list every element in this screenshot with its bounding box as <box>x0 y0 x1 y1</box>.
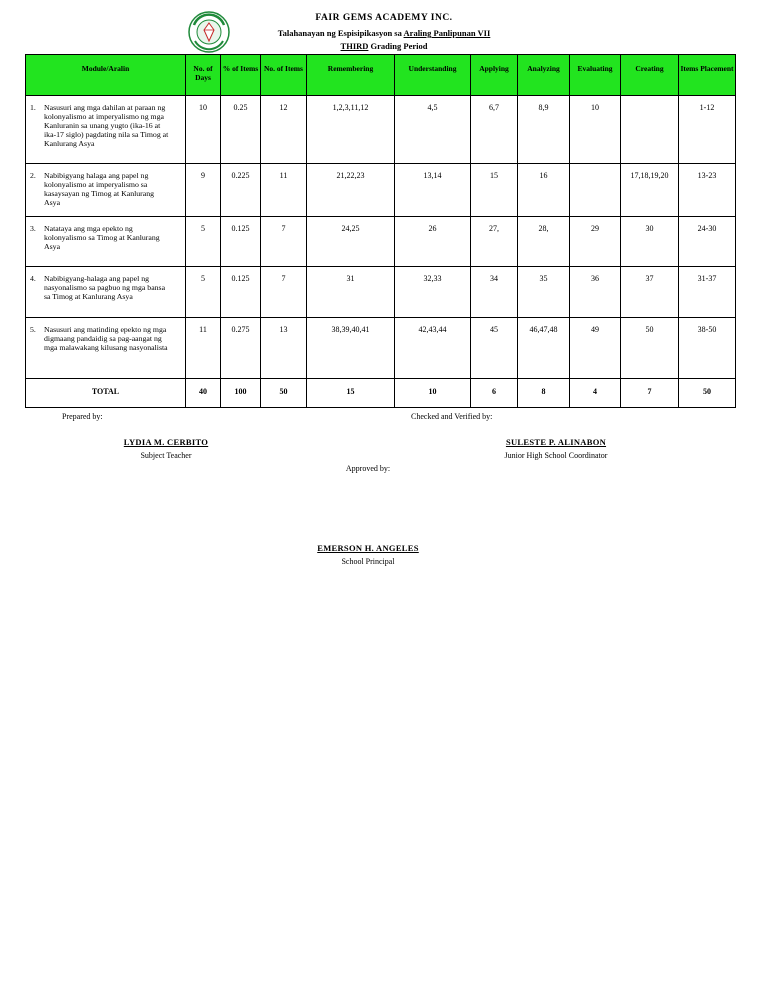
understanding-cell: 13,14 <box>395 164 471 217</box>
remembering-cell: 24,25 <box>307 217 395 267</box>
subject-name: Araling Panlipunan VII <box>403 28 491 38</box>
pct-cell: 0.225 <box>221 164 261 217</box>
total-creating: 7 <box>621 379 679 408</box>
table-row <box>26 96 736 164</box>
header-placement: Items Placement <box>679 55 736 96</box>
evaluating-cell: 36 <box>570 267 621 318</box>
total-label: TOTAL <box>26 379 186 408</box>
table-header-row <box>26 55 736 96</box>
table-row <box>26 267 736 318</box>
creating-cell: 50 <box>621 318 679 379</box>
applying-cell: 45 <box>471 318 518 379</box>
evaluating-cell: 49 <box>570 318 621 379</box>
remembering-cell: 21,22,23 <box>307 164 395 217</box>
pct-cell: 0.275 <box>221 318 261 379</box>
analyzing-cell: 16 <box>518 164 570 217</box>
items-cell: 7 <box>261 267 307 318</box>
analyzing-cell: 28, <box>518 217 570 267</box>
placement-cell: 31-37 <box>679 267 736 318</box>
total-items: 50 <box>261 379 307 408</box>
competency-text: Nasusuri ang mga dahilan at paraan ng kolonyalismo at imperyalismo ng mga Kanluranin sa unang yugto (ika-16 at ika-17 siglo) pagdating nila sa Timog at Kanlurang Asya <box>44 103 169 148</box>
competency-text: Natataya ang mga epekto ng kolonyalismo sa Timog at Kanlurang Asya <box>44 224 160 251</box>
approved-by-label: Approved by: <box>345 464 391 473</box>
placement-cell: 13-23 <box>679 164 736 217</box>
applying-cell: 34 <box>471 267 518 318</box>
items-cell: 11 <box>261 164 307 217</box>
creating-cell: 30 <box>621 217 679 267</box>
period-suffix: Grading Period <box>368 41 428 51</box>
preparer-name: LYDIA M. CERBITO <box>123 437 209 447</box>
header-num-items: No. of Items <box>261 55 307 96</box>
document-title <box>0 28 768 38</box>
competency-cell <box>26 217 186 267</box>
checker-name: SULESTE P. ALINABON <box>505 437 607 447</box>
creating-cell <box>621 96 679 164</box>
placement-cell: 24-30 <box>679 217 736 267</box>
total-analyzing: 8 <box>518 379 570 408</box>
header-analyzing: Analyzing <box>518 55 570 96</box>
competency-text: Nabibigyang-halaga ang papel ng nasyonalismo sa pagbuo ng mga bansa sa Timog at Kanlurang Asya <box>44 274 166 301</box>
title-prefix: Talahanayan ng Espisipikasyon sa <box>277 28 404 38</box>
school-name: FAIR GEMS ACADEMY INC. <box>315 13 453 23</box>
analyzing-cell: 8,9 <box>518 96 570 164</box>
total-row <box>26 379 736 408</box>
applying-cell: 15 <box>471 164 518 217</box>
placement-cell: 1-12 <box>679 96 736 164</box>
checked-by-label: Checked and Verified by: <box>411 412 493 421</box>
competency-cell <box>26 164 186 217</box>
approver-name: EMERSON H. ANGELES <box>317 543 419 553</box>
understanding-cell: 32,33 <box>395 267 471 318</box>
understanding-cell: 26 <box>395 217 471 267</box>
applying-cell: 6,7 <box>471 96 518 164</box>
header-evaluating: Evaluating <box>570 55 621 96</box>
header-understanding: Understanding <box>395 55 471 96</box>
total-placement: 50 <box>679 379 736 408</box>
pct-cell: 0.25 <box>221 96 261 164</box>
row-number: 5. <box>30 325 36 334</box>
competency-cell <box>26 267 186 318</box>
days-cell: 9 <box>186 164 221 217</box>
analyzing-cell: 46,47,48 <box>518 318 570 379</box>
specification-table <box>25 54 736 408</box>
header-applying: Applying <box>471 55 518 96</box>
evaluating-cell: 29 <box>570 217 621 267</box>
remembering-cell: 1,2,3,11,12 <box>307 96 395 164</box>
remembering-cell: 31 <box>307 267 395 318</box>
total-days: 40 <box>186 379 221 408</box>
approver-role: School Principal <box>341 557 395 566</box>
header-pct-items: % of Items <box>221 55 261 96</box>
items-cell: 7 <box>261 217 307 267</box>
total-pct: 100 <box>221 379 261 408</box>
header-module: Module/Aralin <box>26 55 186 96</box>
total-applying: 6 <box>471 379 518 408</box>
competency-text: Nasusuri ang matinding epekto ng mga digmaang pandaidig sa pag-aangat ng mga malawakang kilusang nasyonalista <box>44 325 168 352</box>
pct-cell: 0.125 <box>221 267 261 318</box>
row-number: 4. <box>30 274 36 283</box>
competency-cell <box>26 318 186 379</box>
header-remembering: Remembering <box>307 55 395 96</box>
competency-cell <box>26 96 186 164</box>
preparer-role: Subject Teacher <box>140 451 192 460</box>
creating-cell: 17,18,19,20 <box>621 164 679 217</box>
remembering-cell: 38,39,40,41 <box>307 318 395 379</box>
evaluating-cell: 10 <box>570 96 621 164</box>
checker-role: Junior High School Coordinator <box>504 451 608 460</box>
evaluating-cell <box>570 164 621 217</box>
days-cell: 5 <box>186 267 221 318</box>
row-number: 1. <box>30 103 36 112</box>
period-name: THIRD <box>340 41 369 51</box>
row-number: 3. <box>30 224 36 233</box>
table-row <box>26 217 736 267</box>
applying-cell: 27, <box>471 217 518 267</box>
header-creating: Creating <box>621 55 679 96</box>
total-evaluating: 4 <box>570 379 621 408</box>
grading-period <box>0 41 768 51</box>
prepared-by-label: Prepared by: <box>62 412 103 421</box>
competency-text: Nabibigyang halaga ang papel ng kolonyalismo at imperyalismo sa kasaysayan ng Timog at Kanlurang Asya <box>44 171 155 207</box>
pct-cell: 0.125 <box>221 217 261 267</box>
table-row <box>26 164 736 217</box>
understanding-cell: 42,43,44 <box>395 318 471 379</box>
days-cell: 5 <box>186 217 221 267</box>
understanding-cell: 4,5 <box>395 96 471 164</box>
items-cell: 12 <box>261 96 307 164</box>
days-cell: 11 <box>186 318 221 379</box>
header-days: No. of Days <box>186 55 221 96</box>
creating-cell: 37 <box>621 267 679 318</box>
table-row <box>26 318 736 379</box>
placement-cell: 38-50 <box>679 318 736 379</box>
days-cell: 10 <box>186 96 221 164</box>
row-number: 2. <box>30 171 36 180</box>
analyzing-cell: 35 <box>518 267 570 318</box>
total-remembering: 15 <box>307 379 395 408</box>
items-cell: 13 <box>261 318 307 379</box>
total-understanding: 10 <box>395 379 471 408</box>
